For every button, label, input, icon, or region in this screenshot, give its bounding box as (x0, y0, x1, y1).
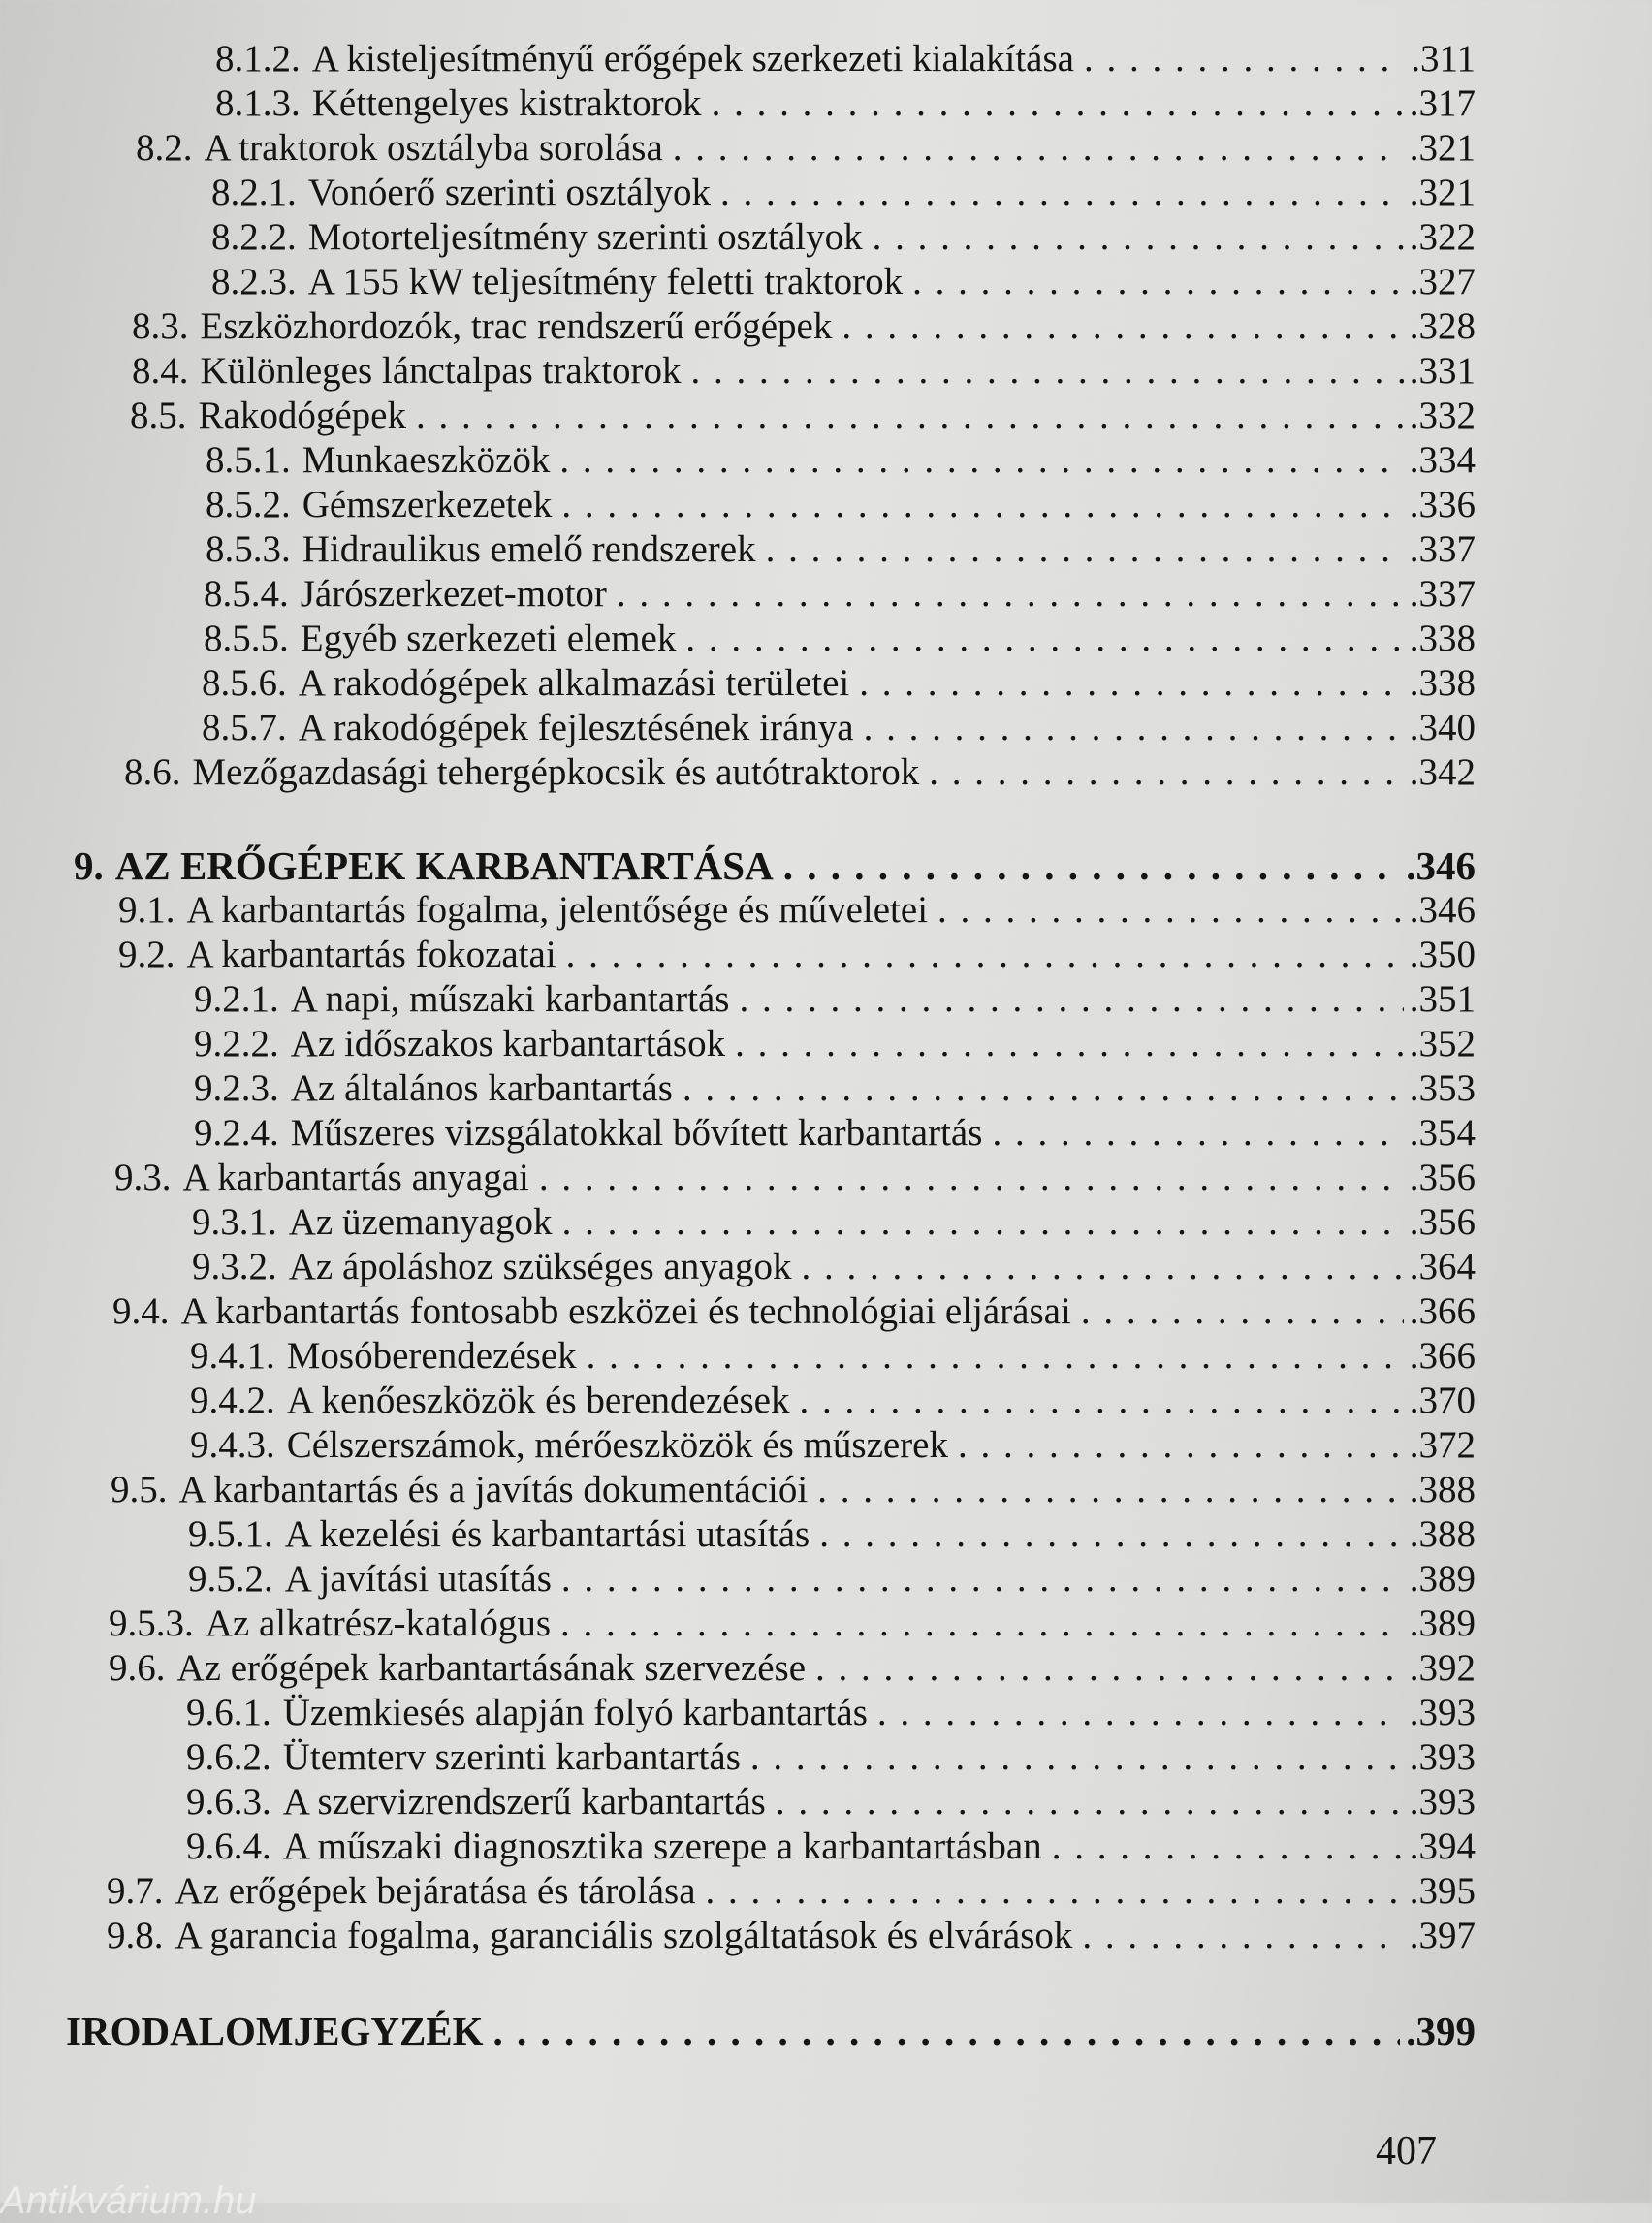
dot-leader (1084, 37, 1405, 81)
toc-entry-page: .337 (1409, 528, 1476, 570)
toc-entry (192, 1200, 1476, 1245)
toc-entry-title: Mezőgazdasági tehergépkocsik és autótraktorok (192, 751, 920, 793)
toc-entry-page: .393 (1409, 1736, 1476, 1778)
toc-entry-number: 8.5.1. (206, 439, 291, 481)
toc-entry-page: .394 (1409, 1826, 1476, 1867)
toc-entry-page: .338 (1409, 662, 1476, 704)
dot-leader (739, 977, 1403, 1022)
toc-entry (202, 661, 1476, 706)
toc-entry-title: A karbantartás anyagai (182, 1157, 529, 1198)
toc-entry-title: Motorteljesítmény szerinti osztályok (307, 216, 863, 258)
toc-entry-page: .389 (1409, 1558, 1476, 1600)
dot-leader (1052, 1825, 1404, 1869)
toc-entry-title: AZ ERŐGÉPEK KARBANTARTÁSA (114, 843, 774, 888)
toc-entry (132, 304, 1476, 349)
toc-entry (186, 1780, 1476, 1825)
toc-entry-number: 8.5. (130, 395, 187, 436)
toc-entry (190, 1334, 1476, 1379)
toc-entry-title: A karbantartás fokozatai (186, 934, 556, 975)
toc-entry-page: .356 (1409, 1157, 1476, 1198)
toc-entry-number: 8.5.7. (202, 707, 287, 748)
dot-leader (617, 572, 1404, 617)
toc-entry (186, 1691, 1476, 1735)
toc-entry-title: A műszaki diagnosztika szerepe a karbantartásban (282, 1826, 1042, 1867)
dot-leader (783, 843, 1401, 888)
toc-entry (188, 1512, 1476, 1557)
dot-leader (864, 706, 1404, 750)
toc-entry-page: .397 (1409, 1915, 1476, 1956)
toc-entry-number: 9.8. (107, 1915, 164, 1956)
toc-entry-number: 9.2.1. (194, 978, 279, 1020)
dot-leader (817, 1468, 1404, 1512)
toc-entry (130, 394, 1476, 438)
toc-entry-number: 9.3.1. (192, 1201, 277, 1243)
toc-entry (114, 1156, 1476, 1200)
toc-entry-title: Eszközhordozók, trac rendszerű erőgépek (200, 305, 833, 347)
toc-entry-title: Célszerszámok, mérőeszközök és műszerek (286, 1424, 948, 1466)
toc-entry-page: .342 (1409, 751, 1476, 793)
toc-entry-page: .351 (1409, 978, 1476, 1020)
toc-entry-number: 9.2.2. (194, 1023, 279, 1064)
toc-entry (190, 1423, 1476, 1468)
toc-entry-title: A kezelési és karbantartási utasítás (284, 1513, 810, 1555)
toc-entry (215, 37, 1476, 81)
toc-entry-number: 8.5.3. (206, 528, 291, 570)
toc-entry-number: 9.3. (114, 1157, 172, 1198)
dot-leader (937, 888, 1404, 933)
toc-entry-number: 9.6.4. (186, 1826, 271, 1867)
toc-entry-title: Az alkatrész-katalógus (205, 1603, 552, 1644)
dot-leader (561, 1557, 1404, 1602)
toc-entry-title: Ütemterv szerinti karbantartás (282, 1736, 741, 1778)
dot-leader (720, 171, 1404, 215)
dot-leader (683, 1066, 1404, 1111)
dot-leader (493, 2009, 1401, 2053)
toc-entry-number: 8.4. (132, 350, 189, 392)
toc-entry-number: 9.6.2. (186, 1736, 271, 1778)
toc-entry-number: 8.1.3. (215, 82, 301, 124)
toc-entry-number: 9.4.2. (190, 1380, 275, 1421)
dot-leader (912, 260, 1404, 304)
toc-entry-number: 9.3.2. (192, 1246, 277, 1287)
toc-entry-number: 9.4.3. (190, 1424, 275, 1466)
toc-entry (107, 1914, 1476, 1958)
toc-entry-title: Az ápoláshoz szükséges anyagok (288, 1246, 792, 1287)
dot-leader (539, 1156, 1404, 1200)
dot-leader (877, 1691, 1404, 1735)
dot-leader (929, 750, 1403, 795)
dot-leader (873, 215, 1404, 260)
toc-entry (132, 349, 1476, 394)
toc-entry-page: .370 (1409, 1380, 1476, 1421)
toc-entry (206, 483, 1476, 527)
toc-entry (194, 977, 1476, 1022)
toc-entry-title: A karbantartás fontosabb eszközei és technológiai eljárásai (180, 1290, 1071, 1332)
toc-entry-page: .350 (1409, 934, 1476, 975)
toc-entry-number: 8.5.5. (204, 618, 289, 659)
toc-entry (124, 750, 1476, 795)
toc-entry-number: 9.6. (109, 1647, 166, 1689)
toc-entry-page: .366 (1409, 1290, 1476, 1332)
toc-entry-title: A kenőeszközök és berendezések (286, 1380, 790, 1421)
toc-entry-page: .354 (1409, 1112, 1476, 1154)
dot-leader (766, 527, 1404, 572)
toc-entry-title: A rakodógépek alkalmazási területei (298, 662, 850, 704)
toc-entry-title: A karbantartás fogalma, jelentősége és műveletei (186, 889, 929, 931)
toc-entry-page: .346 (1406, 843, 1476, 888)
toc-entry-page: .388 (1409, 1513, 1476, 1555)
toc-entry-page: .340 (1409, 707, 1476, 748)
toc-entry-title: Az üzemanyagok (288, 1201, 553, 1243)
toc-entry-page: .372 (1409, 1424, 1476, 1466)
toc-entry-number: 9. (74, 843, 104, 888)
toc-entry-page: .321 (1409, 127, 1476, 169)
dot-leader (561, 483, 1403, 527)
toc-entry-number: 9.4. (112, 1290, 170, 1332)
toc-entry-page: .321 (1409, 172, 1476, 213)
toc-entry-page: .392 (1409, 1647, 1476, 1689)
toc-entry-page: .346 (1409, 889, 1476, 931)
toc-entry-title: Járószerkezet-motor (300, 573, 607, 615)
dot-leader (566, 933, 1404, 977)
toc-entry-title: IRODALOMJEGYZÉK (66, 2009, 484, 2053)
toc-entry (211, 215, 1476, 260)
toc-entry-number: 8.1.2. (215, 38, 301, 79)
toc-entry (206, 527, 1476, 572)
toc-entry-page: .366 (1409, 1335, 1476, 1377)
toc-entry-number: 9.2.3. (194, 1067, 279, 1109)
toc-entry (215, 81, 1476, 126)
toc-entry-page: .389 (1409, 1603, 1476, 1644)
dot-leader (560, 1602, 1404, 1646)
toc-entry-number: 8.5.2. (206, 484, 291, 525)
toc-entry-number: 9.7. (107, 1870, 164, 1912)
toc-entry (112, 1289, 1476, 1334)
toc-entry-title: Az időszakos karbantartások (290, 1023, 726, 1064)
toc-entry (194, 1111, 1476, 1156)
dot-leader (799, 1379, 1403, 1423)
toc-entry-page: .332 (1409, 395, 1476, 436)
toc-entry-number: 9.2. (118, 934, 175, 975)
toc-entry-title: Mosóberendezések (286, 1335, 577, 1377)
toc-entry-title: Üzemkiesés alapján folyó karbantartás (282, 1692, 868, 1733)
dot-leader (802, 1245, 1404, 1289)
dot-leader (685, 617, 1403, 661)
dot-leader (1081, 1289, 1404, 1334)
toc-entry-page: .334 (1409, 439, 1476, 481)
dot-leader (416, 394, 1404, 438)
toc-entry (186, 1825, 1476, 1869)
toc-entry-number: 8.2.3. (211, 261, 297, 302)
toc-entry-title: Az erőgépek bejáratása és tárolása (175, 1870, 696, 1912)
toc-entry-number: 8.2. (136, 127, 193, 169)
dot-leader (819, 1512, 1404, 1557)
toc-entry-title: A traktorok osztályba sorolása (204, 127, 663, 169)
dot-leader (562, 1200, 1404, 1245)
toc-entry-title: Az erőgépek karbantartásának szervezése (176, 1647, 807, 1689)
toc-entry-page: .336 (1409, 484, 1476, 525)
toc-entry-page: .395 (1409, 1870, 1476, 1912)
toc-entry-title: Különleges lánctalpas traktorok (200, 350, 682, 392)
toc-entry-number: 9.4.1. (190, 1335, 275, 1377)
toc-entry-page: .337 (1409, 573, 1476, 615)
toc-entry-page: .327 (1409, 261, 1476, 302)
dot-leader (1082, 1914, 1403, 1958)
toc-entry-number: 8.6. (124, 751, 181, 793)
toc-entry-page: .338 (1409, 618, 1476, 659)
toc-entry (109, 1646, 1476, 1691)
toc-entry-number: 9.5. (111, 1469, 168, 1510)
toc-entry-number: 8.5.6. (202, 662, 287, 704)
dot-leader (958, 1423, 1404, 1468)
toc-entry-page: .388 (1409, 1469, 1476, 1510)
toc-entry-title: A javítási utasítás (284, 1558, 552, 1600)
toc-entry-title: Az általános karbantartás (290, 1067, 673, 1109)
dot-leader (706, 1869, 1404, 1914)
toc-entry-page: .399 (1406, 2009, 1476, 2053)
toc-entry-title: A karbantartás és a javítás dokumentációi (178, 1469, 809, 1510)
toc-entry-title: A 155 kW teljesítmény feletti traktorok (307, 261, 904, 302)
toc-entry-page: .353 (1409, 1067, 1476, 1109)
toc-entry-number: 8.3. (132, 305, 189, 347)
toc-entry-number: 9.5.1. (188, 1513, 273, 1555)
toc-entry-title: Hidraulikus emelő rendszerek (302, 528, 756, 570)
toc-entry-title: A rakodógépek fejlesztésének iránya (298, 707, 854, 748)
watermark: Antikvárium.hu (0, 2179, 257, 2222)
toc-entry-title: Egyéb szerkezeti elemek (300, 618, 677, 659)
toc-entry-number: 9.1. (118, 889, 175, 931)
dot-leader (712, 81, 1404, 126)
toc-entry (109, 1602, 1476, 1646)
toc-entry (204, 617, 1476, 661)
dot-leader (691, 349, 1404, 394)
dot-leader (992, 1111, 1403, 1156)
toc-entry (211, 171, 1476, 215)
toc-entry (118, 933, 1476, 977)
toc-entry (204, 572, 1476, 617)
dot-leader (750, 1735, 1404, 1780)
toc-entry-title: Gémszerkezetek (302, 484, 553, 525)
toc-chapter (66, 2009, 1476, 2053)
toc-entry-number: 8.5.4. (204, 573, 289, 615)
toc-entry (192, 1245, 1476, 1289)
toc-entry (211, 260, 1476, 304)
toc-entry-title: A napi, műszaki karbantartás (290, 978, 730, 1020)
toc-entry (188, 1557, 1476, 1602)
toc-entry-page: .311 (1411, 38, 1476, 79)
toc-entry (136, 126, 1476, 171)
toc-entry-page: .328 (1409, 305, 1476, 347)
toc-entry (194, 1066, 1476, 1111)
toc-entry-title: Munkaeszközök (302, 439, 551, 481)
dot-leader (559, 438, 1403, 483)
toc-entry (186, 1735, 1476, 1780)
page-number: 407 (1376, 2129, 1437, 2174)
toc-entry (118, 888, 1476, 933)
toc-entry-page: .364 (1409, 1246, 1476, 1287)
toc-entry-page: .393 (1409, 1692, 1476, 1733)
toc-entry-title: Kéttengelyes kistraktorok (311, 82, 702, 124)
toc-entry-page: .393 (1409, 1781, 1476, 1823)
toc-entry-number: 8.2.1. (211, 172, 297, 213)
toc-entry-title: Műszeres vizsgálatokkal bővített karbantartás (290, 1112, 983, 1154)
toc-entry (194, 1022, 1476, 1066)
dot-leader (587, 1334, 1404, 1379)
dot-leader (776, 1780, 1404, 1825)
toc-entry (107, 1869, 1476, 1914)
toc-entry-title: A kisteljesítményű erőgépek szerkezeti kialakítása (311, 38, 1074, 79)
toc-entry-page: .352 (1409, 1023, 1476, 1064)
toc-entry-title: A garancia fogalma, garanciális szolgáltatások és elvárások (175, 1915, 1073, 1956)
dot-leader (815, 1646, 1404, 1691)
dot-leader (735, 1022, 1404, 1066)
toc-entry-number: 9.6.1. (186, 1692, 271, 1733)
toc-entry-page: .356 (1409, 1201, 1476, 1243)
toc-entry (111, 1468, 1476, 1512)
toc-entry (206, 438, 1476, 483)
toc-entry-number: 9.5.2. (188, 1558, 273, 1600)
toc-entry-page: .317 (1409, 82, 1476, 124)
toc-entry-number: 9.2.4. (194, 1112, 279, 1154)
toc-entry-title: Rakodógépek (198, 395, 406, 436)
toc-entry (190, 1379, 1476, 1423)
toc-chapter (74, 843, 1476, 888)
toc-entry-number: 9.6.3. (186, 1781, 271, 1823)
dot-leader (842, 304, 1403, 349)
dot-leader (673, 126, 1404, 171)
toc-entry-number: 8.2.2. (211, 216, 297, 258)
toc-entry (202, 706, 1476, 750)
toc-entry-number: 9.5.3. (109, 1603, 194, 1644)
toc-entry-page: .331 (1409, 350, 1476, 392)
toc-entry-title: A szervizrendszerű karbantartás (282, 1781, 766, 1823)
toc-entry-page: .322 (1409, 216, 1476, 258)
toc-entry-title: Vonóerő szerinti osztályok (307, 172, 711, 213)
dot-leader (859, 661, 1403, 706)
